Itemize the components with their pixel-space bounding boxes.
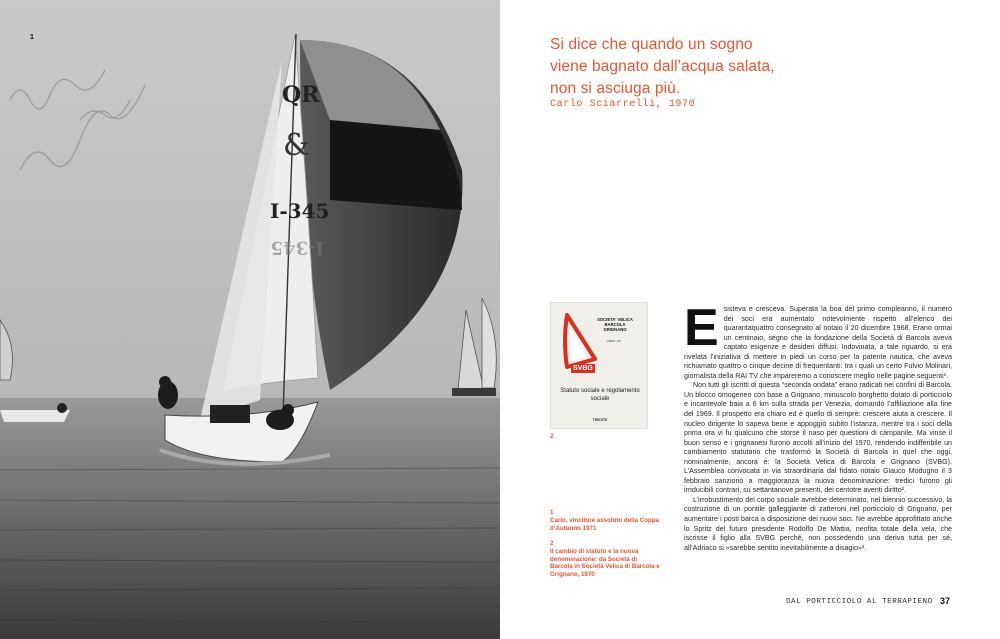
booklet-city: TRIESTE (592, 418, 608, 422)
logo-header: SOCIETA' VELICA BARCOLA GRIGNANO (597, 317, 633, 333)
figure-2-number: 2 (550, 433, 554, 440)
caption-1 (550, 509, 660, 532)
epigraph-quote: Si dice che quando un sogno viene bagnato dall’acqua salata, non si asciuga più. (550, 36, 775, 97)
caption-number: 2 (550, 540, 554, 547)
svg-text:&: & (283, 128, 310, 163)
epigraph-author: Carlo Sciarrelli, 1970 (550, 99, 696, 110)
logo-subheader: CENNI - FIV (607, 340, 621, 343)
statute-booklet-image (550, 302, 648, 429)
sail-letters: QR (282, 82, 320, 108)
booklet-title: Statuto sociale e regolamento sociale (560, 388, 640, 402)
caption-number: 1 (550, 509, 554, 516)
caption-text: Il cambio di statuto e la nuova denominazione: da Società di Barcola in Società Velica di Barcola e Grignano, 1970 (550, 547, 660, 579)
caption-2 (550, 540, 660, 579)
sail-number: I-345 (270, 199, 330, 223)
article-paragraph (684, 299, 952, 381)
article-body (684, 299, 952, 553)
drop-cap: E (684, 299, 719, 357)
running-head: DAL PORTICCIOLO AL TERRAPIENO (786, 598, 933, 606)
sail-number-mirror: I-345 (270, 237, 324, 258)
caption-text: Carlo, vincitore assoluto della Coppa d’Autunno 1971 (550, 516, 659, 532)
figure-1-number: 1 (30, 34, 34, 41)
article-paragraph: L’irrobustimento del corpo sociale avrebbe determinato, nel biennio successivo, la costruzione di un pontile galleggiante di zatteroni nel porticciolo di Grignano, per aumentare i posti barca a disposizione dei nuovi soci. Ne avrebbe approfittato anche lo Spritz del futuro presidente Rodolfo De Mattia, neofita totale della vela, che iscrisse il figlio alla SVBG perché, non possedendo una deriva tutta per sé, all’Adriaco si «sarebbe sentito inevitabilmente a disagio»³. (684, 495, 952, 552)
page-number: 37 (940, 596, 951, 606)
paragraph-text: sisteva e cresceva. Superata la boa del primo compleanno, il numero dei soci era aumentato notevolmente rispetto all’elenco dei quarantaquattro consegnato al notaio il 20 dicembre 1968. Erano ormai un centinaio, segno che la fondazione della Società di Barcola aveva captato esigenze e desideri diffusi. Indovinata, a tale riguardo, si era rivelata l’iniziativa di mettere in piedi un corso per la patente nautica, che aveva richiamato quattro o cinque decine di frequentanti: tra i quali un certo Fulvio Molinari, giornalista della RAI TV che impareremo a conoscere meglio nelle pagine seguenti¹. (684, 305, 952, 380)
article-paragraph: Non tutti gli iscritti di questa “seconda ondata” erano radicati nei confini di Barcola. Un blocco omogeneo con base a Grignano, minuscolo borghetto dotato di porticciolo e incantevole baia a 6 km sulla strada per Venezia, domandò l’affiliazione alla fine del 1969. Il prospetto era chiaro ed è quello di sempre: crescere aiuta a crescere. Il nucleo dirigente lo sapeva bene e appoggiò subito l’istanza, mentre tra i soci della prima ora vi fu qualcuno che storse il naso per questioni di campanile. Ma vinse il buon senso e i grignanesi furono accolti all’inizio del 1970, rendendo indifferibile un cambiamento statutario che trasformò la Società di Barcola in quel che oggi, nominalmente, ancora è: la Società Velica di Barcola e Grignano (SVBG). L’Assemblea convocata in via straordinaria dal fidato notaio Glauco Modugno il 3 febbraio sanzionò a maggioranza la nuova denominazione: tredici furono gli irriducibili contrari, su settantanove presenti, dei centotre aventi diritto². (684, 381, 952, 495)
logo-acronym: SVBG (573, 365, 593, 372)
